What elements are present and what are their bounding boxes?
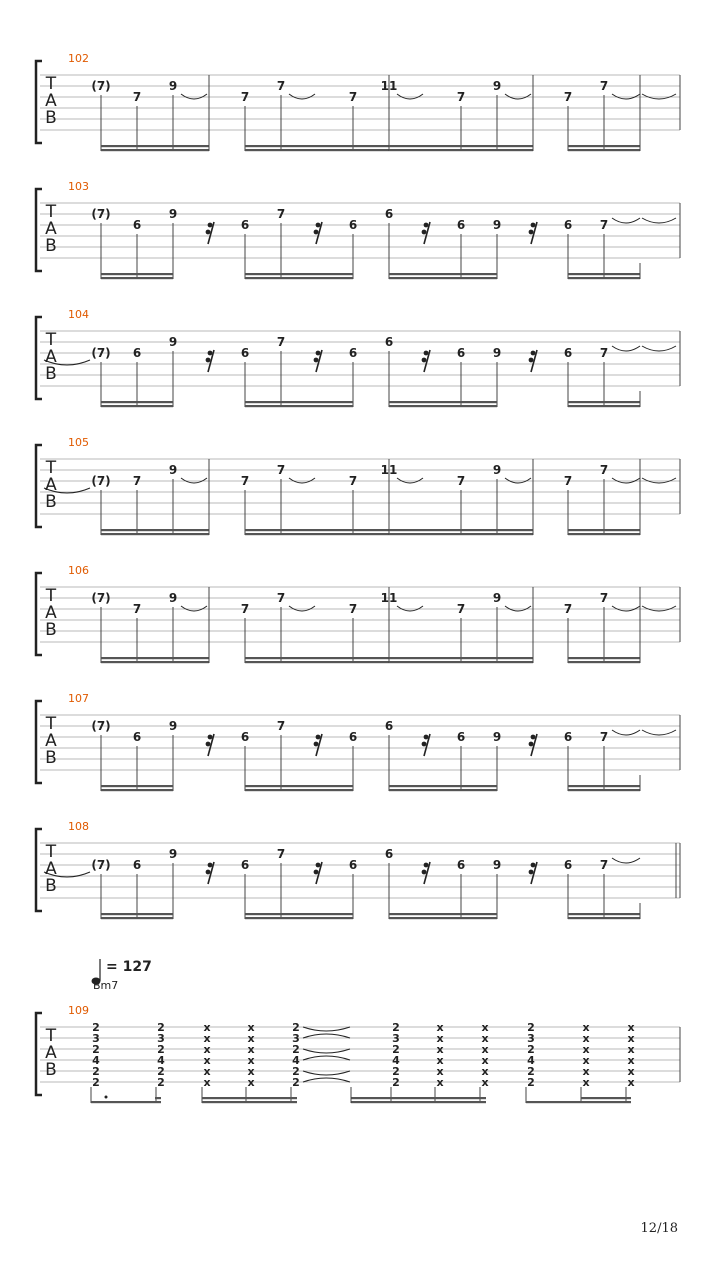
chord-fret: 2 <box>392 1043 400 1056</box>
beam <box>245 533 389 535</box>
beam <box>245 913 353 915</box>
rest-flag <box>316 735 321 740</box>
fret-number: 7 <box>240 474 250 488</box>
fret-number: (7) <box>91 858 111 872</box>
fret-number: 7 <box>132 474 142 488</box>
beam <box>155 1097 161 1099</box>
rest-flag <box>208 735 213 740</box>
beam <box>245 401 353 403</box>
beam <box>389 149 533 151</box>
rest-flag <box>531 223 536 228</box>
fret-number: 6 <box>456 730 466 744</box>
chord-fret: 2 <box>392 1076 400 1089</box>
page-number: 12/18 <box>640 1221 678 1236</box>
system-bracket <box>36 61 42 143</box>
beam <box>568 785 640 787</box>
beam <box>389 533 533 535</box>
fret-number: 6 <box>132 858 142 872</box>
fret-number: 6 <box>384 847 394 861</box>
fret-number: 9 <box>168 335 178 349</box>
tab-letter: T <box>45 1026 57 1046</box>
chord-fret: 2 <box>157 1076 165 1089</box>
fret-number: 9 <box>168 207 178 221</box>
chord-fret: 2 <box>392 1065 400 1078</box>
chord-fret: 2 <box>92 1065 100 1078</box>
beam <box>526 1101 631 1103</box>
chord-fret: x <box>582 1054 590 1067</box>
fret-number: 7 <box>276 207 286 221</box>
beam <box>568 657 640 659</box>
chord-tie <box>303 1071 350 1075</box>
fret-number: 11 <box>380 591 398 605</box>
fret-number: 6 <box>384 719 394 733</box>
chord-fret: 2 <box>292 1076 300 1089</box>
rest-flag <box>529 870 534 875</box>
bar-number: 109 <box>68 1004 89 1017</box>
bar-number: 105 <box>68 436 89 449</box>
chord-fret: x <box>627 1076 635 1089</box>
beam <box>568 273 640 275</box>
beam <box>101 657 209 659</box>
beam <box>245 405 353 407</box>
fret-number: 7 <box>599 346 609 360</box>
tab-letter: T <box>45 714 57 734</box>
tie <box>642 730 676 735</box>
chord-fret: x <box>582 1076 590 1089</box>
tab-letter: A <box>45 475 57 495</box>
system-bracket <box>36 317 42 399</box>
beam <box>389 145 533 147</box>
chord-fret: x <box>481 1054 489 1067</box>
rest-flag <box>531 863 536 868</box>
rest-flag <box>424 223 429 228</box>
fret-number: (7) <box>91 474 111 488</box>
fret-number: 9 <box>492 858 502 872</box>
rest-flag <box>206 870 211 875</box>
beam <box>101 145 209 147</box>
beam <box>568 533 640 535</box>
fret-number: 6 <box>132 218 142 232</box>
beam <box>389 789 497 791</box>
rest-flag <box>422 870 427 875</box>
fret-number: 7 <box>599 79 609 93</box>
tab-letter: T <box>45 458 57 478</box>
rest-flag <box>422 230 427 235</box>
beam <box>389 913 497 915</box>
fret-number: 7 <box>599 730 609 744</box>
chord-fret: 4 <box>92 1054 100 1067</box>
bar-number: 102 <box>68 52 89 65</box>
rest-flag <box>206 230 211 235</box>
chord-fret: x <box>203 1054 211 1067</box>
chord-fret: x <box>436 1065 444 1078</box>
rest-flag <box>206 358 211 363</box>
chord-fret: x <box>627 1021 635 1034</box>
beam <box>101 273 173 275</box>
rest-flag <box>206 742 211 747</box>
tab-letter: B <box>45 748 57 768</box>
fret-number: 7 <box>348 90 358 104</box>
fret-number: 7 <box>276 719 286 733</box>
rest-flag <box>531 735 536 740</box>
beam <box>389 405 497 407</box>
chord-fret: 2 <box>527 1043 535 1056</box>
chord-fret: x <box>203 1032 211 1045</box>
beam <box>245 145 389 147</box>
fret-number: 6 <box>456 218 466 232</box>
chord-fret: x <box>582 1043 590 1056</box>
chord-fret: 2 <box>92 1043 100 1056</box>
rest-flag <box>424 735 429 740</box>
chord-fret: 3 <box>527 1032 535 1045</box>
dot <box>105 1096 108 1099</box>
tie <box>612 730 640 735</box>
chord-fret: 2 <box>527 1021 535 1034</box>
chord-fret: 3 <box>92 1032 100 1045</box>
chord-tie <box>303 1056 350 1060</box>
fret-number: 7 <box>599 591 609 605</box>
chord-fret: x <box>627 1043 635 1056</box>
beam <box>389 529 533 531</box>
tab-letter: A <box>45 347 57 367</box>
chord-fret: x <box>247 1054 255 1067</box>
chord-fret: x <box>247 1021 255 1034</box>
rest-flag <box>529 358 534 363</box>
beam <box>245 785 353 787</box>
fret-number: 7 <box>240 602 250 616</box>
fret-number: 6 <box>456 346 466 360</box>
chord-fret: 4 <box>392 1054 400 1067</box>
rest-flag <box>314 870 319 875</box>
rest-flag <box>422 742 427 747</box>
chord-fret: x <box>436 1021 444 1034</box>
fret-number: 7 <box>563 474 573 488</box>
beam <box>245 789 353 791</box>
fret-number: 6 <box>132 346 142 360</box>
beam <box>389 661 533 663</box>
fret-number: 7 <box>276 79 286 93</box>
chord-tie <box>303 1049 350 1053</box>
chord-fret: 4 <box>157 1054 165 1067</box>
fret-number: 7 <box>276 463 286 477</box>
chord-fret: 2 <box>157 1065 165 1078</box>
tab-letter: T <box>45 330 57 350</box>
tab-letter: B <box>45 876 57 896</box>
chord-fret: x <box>436 1032 444 1045</box>
fret-number: 9 <box>168 719 178 733</box>
fret-number: 6 <box>348 730 358 744</box>
rest-flag <box>529 742 534 747</box>
bar-number: 106 <box>68 564 89 577</box>
chord-fret: 3 <box>157 1032 165 1045</box>
chord-fret: 2 <box>392 1021 400 1034</box>
beam <box>101 529 209 531</box>
tab-letter: B <box>45 236 57 256</box>
chord-fret: x <box>627 1032 635 1045</box>
system-bracket <box>36 701 42 783</box>
rest-flag <box>316 223 321 228</box>
tab-letter: A <box>45 91 57 111</box>
beam <box>568 913 640 915</box>
tie <box>612 858 640 863</box>
tab-letter: B <box>45 492 57 512</box>
fret-number: 7 <box>456 474 466 488</box>
tie <box>642 346 676 351</box>
tab-letter: A <box>45 859 57 879</box>
beam <box>101 661 209 663</box>
fret-number: 9 <box>492 346 502 360</box>
fret-number: 6 <box>563 730 573 744</box>
fret-number: 9 <box>492 218 502 232</box>
tempo-marking: = 127 <box>106 959 152 975</box>
chord-fret: x <box>481 1032 489 1045</box>
beam <box>245 657 389 659</box>
tab-letter: B <box>45 1060 57 1080</box>
fret-number: (7) <box>91 207 111 221</box>
chord-fret: 2 <box>92 1076 100 1089</box>
fret-number: 6 <box>348 858 358 872</box>
rest-flag <box>424 863 429 868</box>
tab-letter: T <box>45 586 57 606</box>
chord-fret: 2 <box>292 1043 300 1056</box>
fret-number: 9 <box>492 463 502 477</box>
chord-fret: x <box>481 1043 489 1056</box>
rest-flag <box>531 351 536 356</box>
tab-letter: A <box>45 219 57 239</box>
chord-fret: x <box>627 1054 635 1067</box>
fret-number: 7 <box>348 602 358 616</box>
fret-number: 7 <box>276 335 286 349</box>
beam <box>568 401 640 403</box>
beam <box>101 789 173 791</box>
fret-number: 7 <box>599 218 609 232</box>
chord-fret: 3 <box>292 1032 300 1045</box>
beam <box>568 661 640 663</box>
beam <box>101 401 173 403</box>
chord-fret: x <box>203 1043 211 1056</box>
rest-flag <box>208 863 213 868</box>
fret-number: 6 <box>132 730 142 744</box>
chord-fret: x <box>582 1032 590 1045</box>
chord-fret: x <box>436 1054 444 1067</box>
fret-number: 6 <box>563 346 573 360</box>
beam <box>245 149 389 151</box>
fret-number: 6 <box>563 858 573 872</box>
chord-fret: x <box>247 1032 255 1045</box>
fret-number: 7 <box>132 602 142 616</box>
beam <box>389 277 497 279</box>
rest-flag <box>424 351 429 356</box>
chord-fret: x <box>481 1021 489 1034</box>
beam <box>568 405 640 407</box>
chord-fret: 2 <box>292 1065 300 1078</box>
fret-number: (7) <box>91 79 111 93</box>
tab-letter: B <box>45 620 57 640</box>
tab-letter: T <box>45 842 57 862</box>
tie <box>612 218 640 223</box>
fret-number: 11 <box>380 463 398 477</box>
chord-fret: x <box>481 1065 489 1078</box>
system-bracket <box>36 573 42 655</box>
beam <box>389 785 497 787</box>
rest-flag <box>208 223 213 228</box>
chord-fret: 3 <box>392 1032 400 1045</box>
fret-number: 6 <box>563 218 573 232</box>
fret-number: 6 <box>384 207 394 221</box>
rest-flag <box>529 230 534 235</box>
fret-number: 7 <box>276 847 286 861</box>
rest-flag <box>422 358 427 363</box>
system-bracket <box>36 829 42 911</box>
chord-fret: x <box>436 1043 444 1056</box>
chord-fret: 4 <box>292 1054 300 1067</box>
beam <box>568 529 640 531</box>
rest-flag <box>316 863 321 868</box>
chord-fret: x <box>203 1021 211 1034</box>
chord-fret: 2 <box>527 1065 535 1078</box>
chord-fret: 2 <box>527 1076 535 1089</box>
beam <box>101 277 173 279</box>
fret-number: 7 <box>348 474 358 488</box>
chord-fret: 2 <box>157 1043 165 1056</box>
fret-number: 7 <box>132 90 142 104</box>
chord-fret: 4 <box>527 1054 535 1067</box>
beam <box>101 913 173 915</box>
chord-fret: 2 <box>157 1021 165 1034</box>
bar-number: 107 <box>68 692 89 705</box>
tab-letter: A <box>45 603 57 623</box>
chord-fret: x <box>582 1065 590 1078</box>
fret-number: 7 <box>276 591 286 605</box>
tie <box>642 218 676 223</box>
beam <box>568 149 640 151</box>
beam <box>351 1101 486 1103</box>
rest-flag <box>314 358 319 363</box>
fret-number: 9 <box>168 591 178 605</box>
fret-number: 7 <box>240 90 250 104</box>
chord-fret: x <box>582 1021 590 1034</box>
chord-fret: x <box>481 1076 489 1089</box>
chord-name: Bm7 <box>93 979 119 992</box>
system-bracket <box>36 189 42 271</box>
rest-flag <box>314 742 319 747</box>
chord-fret: x <box>247 1076 255 1089</box>
beam <box>101 917 173 919</box>
beam <box>91 1101 161 1103</box>
tab-letter: T <box>45 74 57 94</box>
beam <box>101 149 209 151</box>
chord-fret: x <box>247 1065 255 1078</box>
fret-number: 7 <box>563 602 573 616</box>
bar-number: 103 <box>68 180 89 193</box>
chord-fret: x <box>247 1043 255 1056</box>
beam <box>101 533 209 535</box>
rest-flag <box>316 351 321 356</box>
fret-number: 6 <box>240 730 250 744</box>
beam <box>568 789 640 791</box>
beam <box>568 277 640 279</box>
fret-number: 7 <box>456 602 466 616</box>
chord-tie <box>303 1027 350 1031</box>
chord-tie <box>303 1078 350 1082</box>
fret-number: 9 <box>168 847 178 861</box>
rest-flag <box>314 230 319 235</box>
beam <box>245 529 389 531</box>
tab-letter: A <box>45 1043 57 1063</box>
fret-number: 11 <box>380 79 398 93</box>
beam <box>245 273 353 275</box>
beam <box>101 785 173 787</box>
fret-number: (7) <box>91 346 111 360</box>
chord-fret: x <box>627 1065 635 1078</box>
fret-number: 9 <box>168 79 178 93</box>
beam <box>568 917 640 919</box>
fret-number: 9 <box>492 730 502 744</box>
tie <box>612 346 640 351</box>
fret-number: 6 <box>348 218 358 232</box>
beam <box>389 273 497 275</box>
fret-number: 9 <box>492 591 502 605</box>
beam <box>245 277 353 279</box>
chord-fret: x <box>436 1076 444 1089</box>
beam <box>202 1097 297 1099</box>
bar-number: 108 <box>68 820 89 833</box>
tab-letter: T <box>45 202 57 222</box>
rest-flag <box>208 351 213 356</box>
bar-number: 104 <box>68 308 89 321</box>
fret-number: (7) <box>91 719 111 733</box>
beam <box>202 1101 297 1103</box>
fret-number: 6 <box>348 346 358 360</box>
fret-number: 6 <box>240 858 250 872</box>
beam <box>351 1097 486 1099</box>
fret-number: 9 <box>168 463 178 477</box>
chord-fret: 2 <box>292 1021 300 1034</box>
fret-number: 6 <box>240 346 250 360</box>
beam <box>389 401 497 403</box>
chord-fret: x <box>203 1076 211 1089</box>
fret-number: 7 <box>456 90 466 104</box>
beam <box>568 145 640 147</box>
tab-letter: B <box>45 364 57 384</box>
fret-number: 7 <box>563 90 573 104</box>
fret-number: 7 <box>599 858 609 872</box>
beam <box>245 661 389 663</box>
beam <box>389 657 533 659</box>
fret-number: 6 <box>456 858 466 872</box>
fret-number: 6 <box>384 335 394 349</box>
beam <box>101 405 173 407</box>
beam <box>581 1097 631 1099</box>
fret-number: 6 <box>240 218 250 232</box>
beam <box>389 917 497 919</box>
tab-letter: B <box>45 108 57 128</box>
chord-fret: 2 <box>92 1021 100 1034</box>
fret-number: 7 <box>599 463 609 477</box>
fret-number: (7) <box>91 591 111 605</box>
chord-fret: x <box>203 1065 211 1078</box>
tab-letter: A <box>45 731 57 751</box>
chord-tie <box>303 1034 350 1038</box>
beam <box>245 917 353 919</box>
fret-number: 9 <box>492 79 502 93</box>
system-bracket <box>36 445 42 527</box>
system-bracket <box>36 1013 42 1095</box>
